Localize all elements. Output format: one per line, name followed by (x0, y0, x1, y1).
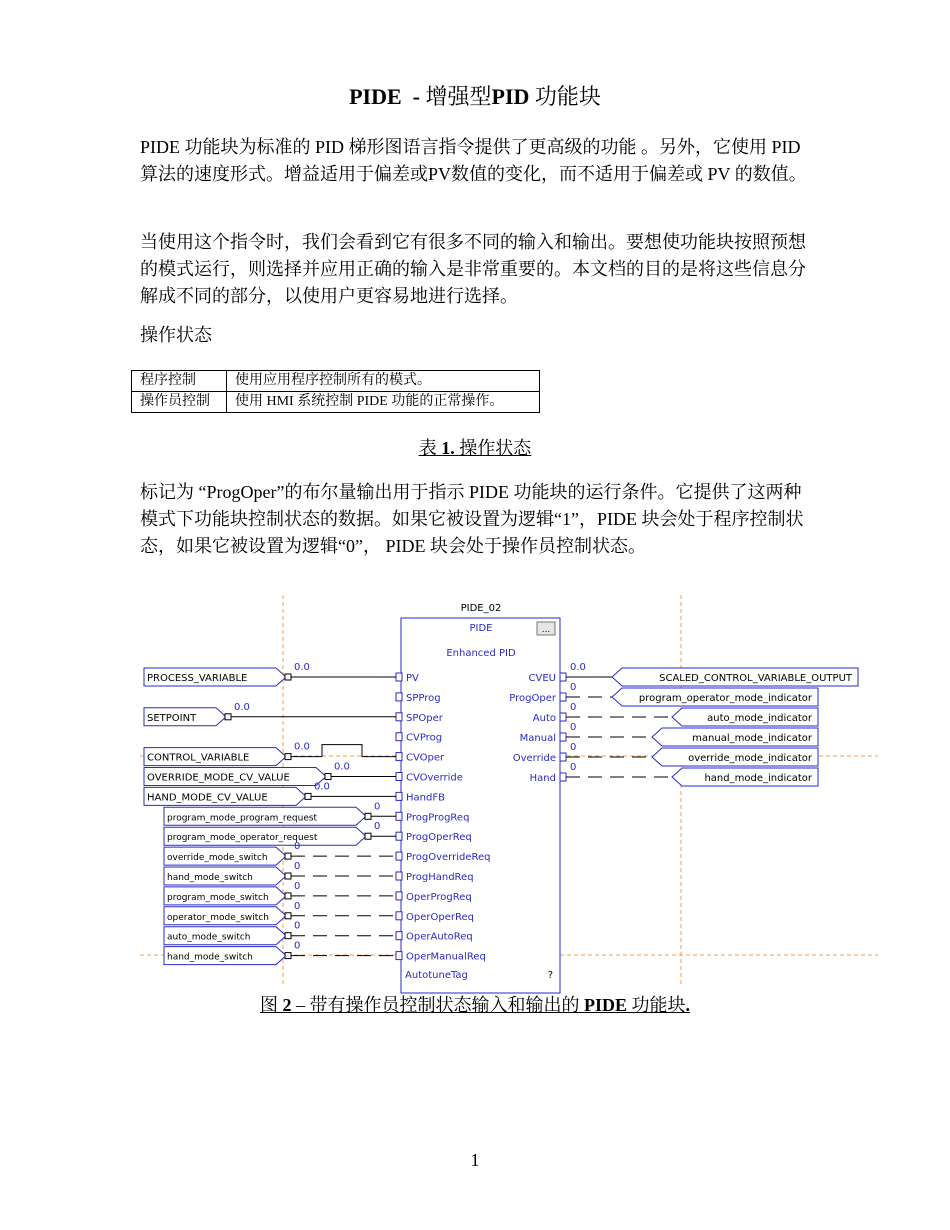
input-pin (396, 832, 402, 840)
output-tag-label: override_mode_indicator (688, 753, 812, 764)
output-pin-label: CVEU (528, 673, 556, 684)
input-pin-label: SPOper (406, 712, 443, 724)
connector (285, 754, 291, 760)
input-tag-label: OVERRIDE_MODE_CV_VALUE (147, 772, 290, 784)
input-pin (396, 812, 402, 820)
input-value: 0.0 (294, 662, 310, 673)
figure-caption: 图 2 – 带有操作员控制状态输入和输出的 PIDE 功能块. (259, 995, 690, 1015)
input-value: 0 (294, 880, 301, 892)
output-pin-label: Hand (529, 773, 556, 784)
input-tag-label: HAND_MODE_CV_VALUE (147, 792, 268, 804)
autotune-pin-label: AutotuneTag (405, 970, 468, 981)
connector (325, 774, 331, 780)
output-pin (560, 753, 566, 761)
output-value: 0 (570, 762, 577, 773)
input-pin (396, 773, 402, 781)
block-name-label: PIDE_02 (460, 603, 502, 614)
input-tag-label: operator_mode_switch (167, 912, 269, 923)
input-value: 0 (374, 801, 381, 813)
input-pin-label: ProgOverrideReq (406, 852, 491, 864)
connector (365, 813, 371, 819)
output-pin (560, 713, 566, 721)
input-value: 0 (294, 861, 301, 872)
input-pin (396, 932, 402, 940)
output-value: 0 (570, 722, 577, 733)
page-title: PIDE - 增强型PID 功能块 (349, 84, 601, 109)
connector (285, 674, 291, 680)
output-pin-label: Auto (532, 713, 556, 724)
input-pin-label: CVOverride (406, 772, 463, 784)
input-tag-label: PROCESS_VARIABLE (147, 673, 248, 684)
input-pin-label: HandFB (406, 792, 445, 804)
input-pin (396, 872, 402, 880)
connector (285, 873, 291, 879)
input-value: 0.0 (314, 781, 330, 793)
input-tag-label: SETPOINT (147, 712, 197, 724)
input-value: 0 (294, 841, 301, 853)
input-tag-label: override_mode_switch (167, 853, 268, 864)
input-tag-label: hand_mode_switch (167, 873, 253, 883)
progoper-paragraph: 标记为 “ProgOper”的布尔量输出用于指示 PIDE 功能块的运行条件。它提供了这两种模式下功能块控制状态的数据。如果它被设置为逻辑“1”，PIDE 块会处于程序控制状态，如果它被设置为逻辑“0”， PIDE 块会处于操作员控制状态。 (140, 482, 804, 556)
input-value: 0 (294, 900, 301, 912)
input-value: 0 (374, 821, 381, 833)
output-pin (560, 733, 566, 741)
block-desc-label: Enhanced PID (446, 648, 516, 659)
output-pin (560, 693, 566, 701)
output-value: 0 (570, 682, 577, 693)
connector (225, 714, 231, 720)
input-pin (396, 753, 402, 761)
input-pin-label: ProgProgReq (406, 812, 470, 824)
intro-paragraph: PIDE 功能块为标准的 PID 梯形图语言指令提供了更高级的功能 。另外，它使用 PID 算法的速度形式。增益适用于偏差或PV数值的变化，而不适用于偏差或 PV 的数值。 (140, 137, 807, 184)
input-pin (396, 892, 402, 900)
table-row: 操作员控制 使用 HMI 系统控制 PIDE 功能的正常操作。 (132, 392, 540, 413)
usage-paragraph: 当使用这个指令时，我们会看到它有很多不同的输入和输出。要想使功能块按照预想的模式运行，则选择并应用正确的输入是非常重要的。本文档的目的是将这些信息分解成不同的部分，以使用户更容易地进行选择。 (140, 232, 806, 306)
connector (285, 953, 291, 959)
autotune-value: ? (547, 970, 553, 981)
output-pin (560, 773, 566, 781)
output-tag-label: SCALED_CONTROL_VARIABLE_OUTPUT (659, 673, 852, 684)
connector (285, 933, 291, 939)
input-pin (396, 912, 402, 920)
input-tag-label: program_mode_switch (167, 892, 269, 903)
page-number: 1 (470, 1150, 480, 1170)
input-pin-label: OperOperReq (406, 911, 474, 923)
output-value: 0 (570, 702, 577, 713)
output-tag-label: auto_mode_indicator (707, 713, 812, 724)
input-pin (396, 673, 402, 681)
connector (285, 893, 291, 899)
connector (305, 793, 311, 799)
input-pin-label: CVProg (406, 732, 443, 744)
output-pin-label: Manual (519, 733, 556, 744)
input-pin-label: SPProg (406, 692, 441, 704)
input-pin-label: CVOper (406, 752, 445, 764)
connector (365, 833, 371, 839)
input-pin-label: OperAutoReq (406, 931, 473, 943)
block-type-label: PIDE (469, 623, 493, 634)
input-pin (396, 693, 402, 701)
connector (285, 913, 291, 919)
input-pin-label: ProgOperReq (406, 832, 472, 844)
input-pin (396, 713, 402, 721)
output-pin-label: Override (512, 753, 556, 764)
menu-button-label: ... (541, 625, 551, 635)
input-tag-label: auto_mode_switch (167, 932, 251, 943)
input-pin-label: OperManualReq (406, 951, 486, 963)
input-value: 0 (294, 920, 301, 932)
input-tag-label: hand_mode_switch (167, 952, 253, 963)
input-value: 0.0 (234, 701, 250, 713)
input-value: 0.0 (294, 741, 310, 753)
output-value: 0.0 (570, 662, 586, 673)
output-pin (560, 673, 566, 681)
input-pin-label: ProgHandReq (406, 872, 474, 883)
output-value: 0 (570, 742, 577, 753)
input-tag-label: CONTROL_VARIABLE (147, 752, 250, 764)
input-pin-label: OperProgReq (406, 891, 472, 903)
table-caption: 表 1. 操作状态 (418, 438, 532, 458)
input-pin (396, 952, 402, 960)
input-pin (396, 733, 402, 741)
input-pin-label: PV (406, 673, 419, 684)
output-tag-label: hand_mode_indicator (704, 773, 812, 784)
connector (285, 853, 291, 859)
output-tag-label: manual_mode_indicator (692, 733, 812, 744)
section-heading: 操作状态 (140, 325, 212, 345)
input-pin (396, 852, 402, 860)
input-value: 0.0 (334, 761, 350, 773)
input-value: 0 (294, 940, 301, 952)
input-tag-label: program_mode_program_request (167, 813, 318, 824)
output-tag-label: program_operator_mode_indicator (638, 693, 812, 704)
input-tag-label: program_mode_operator_request (167, 833, 318, 844)
output-pin-label: ProgOper (509, 693, 556, 704)
input-pin (396, 792, 402, 800)
table-row: 程序控制 使用应用程序控制所有的模式。 (132, 371, 540, 392)
